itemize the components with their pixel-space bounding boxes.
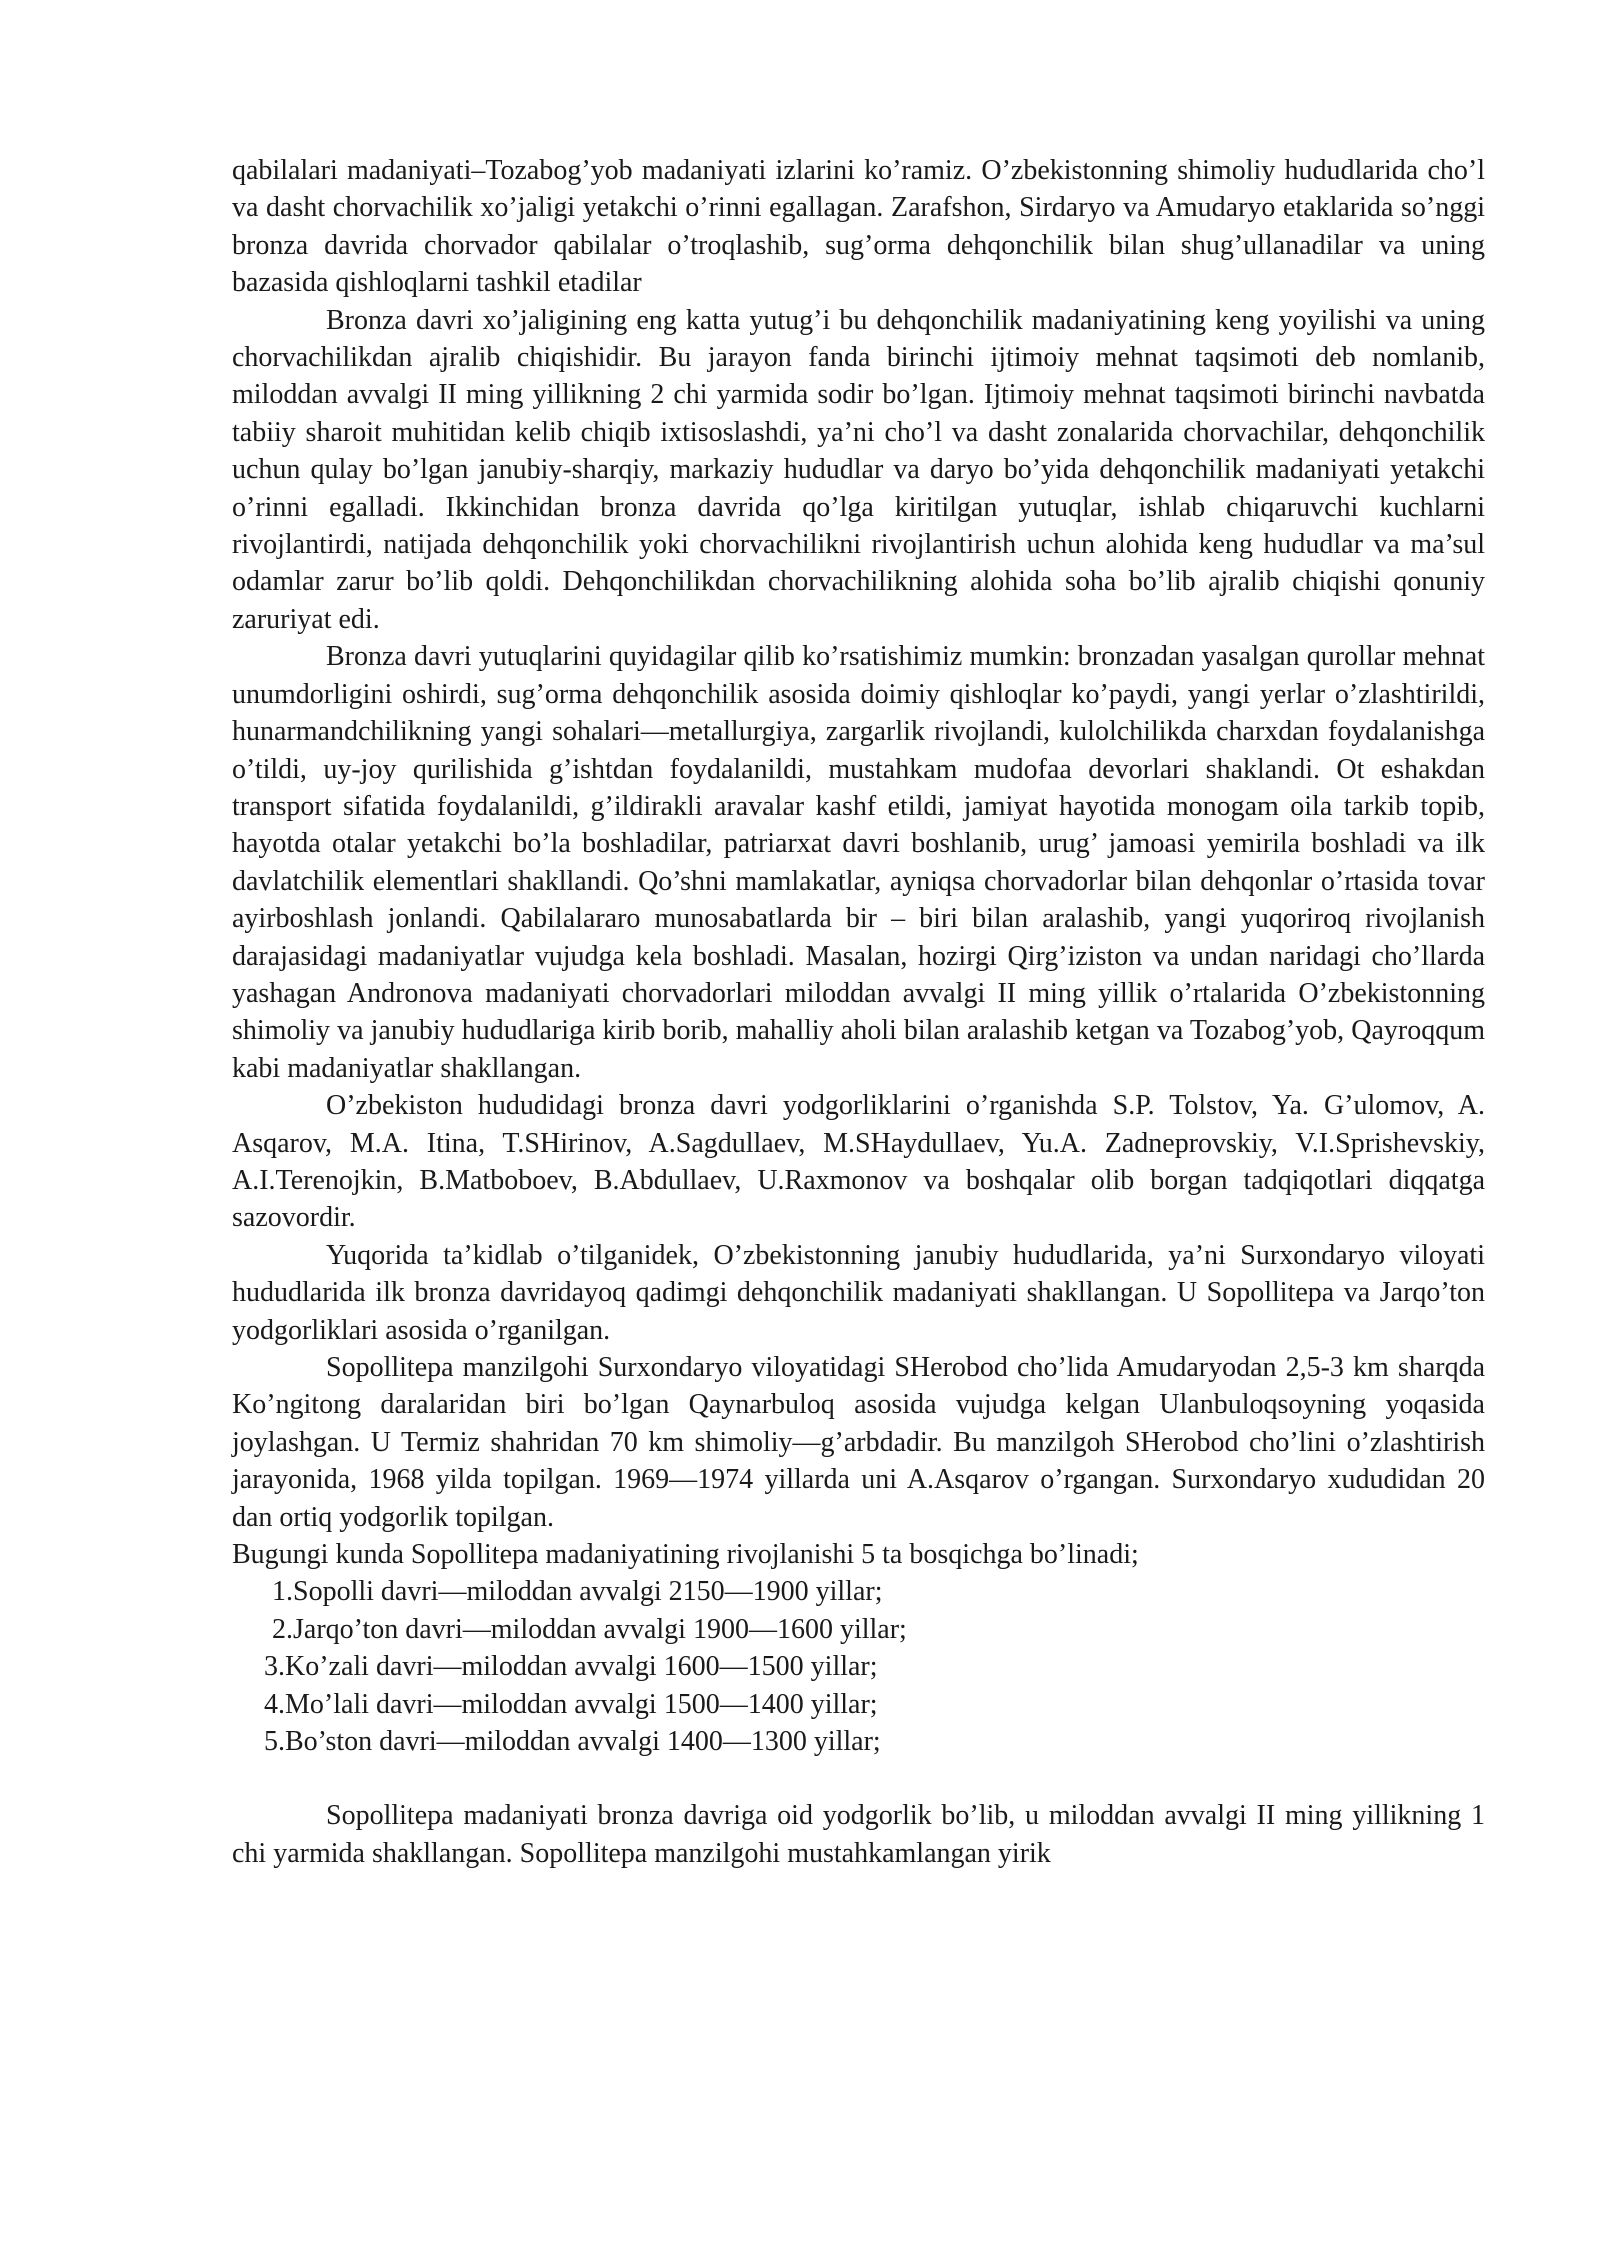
paragraph: Bugungi kunda Sopollitepa madaniyatining rivojlanishi 5 ta bosqichga bo’linadi; xyxy=(232,1539,1139,1571)
list-item: 1.Sopolli davri—miloddan avvalgi 2150—1900 yillar; xyxy=(272,1576,883,1608)
paragraph: Sopollitepa madaniyati bronza davriga oid yodgorlik bo’lib, u miloddan avvalgi II ming yillikning 1 chi yarmida shakllangan. Sopollitepa manzilgohi mustahkamlangan yirik xyxy=(232,1800,1485,1869)
list-item: 5.Bo’ston davri—miloddan avvalgi 1400—1300 yillar; xyxy=(264,1726,881,1758)
list-item: 2.Jarqo’ton davri—miloddan avvalgi 1900—1600 yillar; xyxy=(272,1613,907,1645)
paragraph: Bronza davri xo’jaligining eng katta yutug’i bu dehqonchilik madaniyatining keng yoyilishi va uning chorvachilikdan ajralib chiqishidir. Bu jarayon fanda birinchi ijtimoiy mehnat taqsimoti deb nomlanib, miloddan avvalgi II ming yillikning 2 chi yarmida sodir bo’lgan. Ijtimoiy mehnat taqsimoti birinchi navbatda tabiiy sharoit muhitidan kelib chiqib ixtisoslashdi, ya’ni cho’l va dasht zonalarida chorvachilar, dehqonchilik uchun qulay bo’lgan janubiy-sharqiy, markaziy hududlar va daryo bo’yida dehqonchilik madaniyati yetakchi o’rinni egalladi. Ikkinchidan bronza davrida qo’lga kiritilgan yutuqlar, ishlab chiqaruvchi kuchlarni rivojlantirdi, natijada dehqonchilik yoki chorvachilikni rivojlantirish uchun alohida keng hududlar va ma’sul odamlar zarur bo’lib qoldi. Dehqonchilikdan chorvachilikning alohida soha bo’lib ajralib chiqishi qonuniy zaruriyat edi. xyxy=(232,304,1485,635)
paragraph: Sopollitepa manzilgohi Surxondaryo viloyatidagi SHerobod cho’lida Amudaryodan 2,5-3 km sharqda Ko’ngitong daralaridan biri bo’lgan Qaynarbuloq asosida vujudga kelgan Ulanbuloqsoyning yoqasida joylashgan. U Termiz shahridan 70 km shimoliy—g’arbdadir. Bu manzilgoh SHerobod cho’lini o’zlashtirish jarayonida, 1968 yilda topilgan. 1969—1974 yillarda uni A.Asqarov o’rgangan. Surxondaryo xududidan 20 dan ortiq yodgorlik topilgan. xyxy=(232,1352,1485,1533)
blank-line xyxy=(232,1760,1485,1797)
period-list xyxy=(232,1573,1485,1760)
paragraph: qabilalari madaniyati–Tozabog’yob madaniyati izlarini ko’ramiz. O’zbekistonning shimoliy hududlarida cho’l va dasht chorvachilik xo’jaligi yetakchi o’rinni egallagan. Zarafshon, Sirdaryo va Amudaryo etaklarida so’nggi bronza davrida chorvador qabilalar o’troqlashib, sug’orma dehqonchilik bilan shug’ullanadilar va uning bazasida qishloqlarni tashkil etadilar xyxy=(232,155,1485,299)
paragraph: Bronza davri yutuqlarini quyidagilar qilib ko’rsatishimiz mumkin: bronzadan yasalgan qurollar mehnat unumdorligini oshirdi, sug’orma dehqonchilik asosida doimiy qishloqlar ko’paydi, yangi yerlar o’zlashtirildi, hunarmandchilikning yangi sohalari—metallurgiya, zargarlik rivojlandi, kulolchilikda charxdan foydalanishga o’tildi, uy-joy qurilishida g’ishtdan foydalanildi, mustahkam mudofaa devorlari shaklandi. Ot eshakdan transport sifatida foydalanildi, g’ildirakli aravalar kashf etildi, jamiyat hayotida monogam oila tarkib topib, hayotda otalar yetakchi bo’la boshladilar, patriarxat davri boshlanib, urug’ jamoasi yemirila boshladi va ilk davlatchilik elementlari shakllandi. Qo’shni mamlakatlar, ayniqsa chorvadorlar bilan dehqonlar o’rtasida tovar ayirboshlash jonlandi. Qabilalararo munosabatlarda bir – biri bilan aralashib, yangi yuqoriroq rivojlanish darajasidagi madaniyatlar vujudga kela boshladi. Masalan, hozirgi Qirg’iziston va undan naridagi cho’llarda yashagan Andronova madaniyati chorvadorlari miloddan avvalgi II ming yillik o’rtalarida O’zbekistonning shimoliy va janubiy hududlariga kirib borib, mahalliy aholi bilan aralashib ketgan va Tozabog’yob, Qayroqqum kabi madaniyatlar shakllangan. xyxy=(232,641,1485,1084)
paragraph: O’zbekiston hududidagi bronza davri yodgorliklarini o’rganishda S.P. Tolstov, Ya. G’ulomov, A. Asqarov, M.A. Itina, T.SHirinov, A.Sagdullaev, M.SHaydullaev, Yu.A. Zadneprovskiy, V.I.Sprishevskiy, A.I.Terenojkin, B.Matboboev, B.Abdullaev, U.Raxmonov va boshqalar olib borgan tadqiqotlari diqqatga sazovordir. xyxy=(232,1090,1485,1234)
document-page xyxy=(232,152,1485,1872)
list-item: 4.Mo’lali davri—miloddan avvalgi 1500—1400 yillar; xyxy=(264,1688,878,1720)
paragraph: Yuqorida ta’kidlab o’tilganidek, O’zbekistonning janubiy hududlarida, ya’ni Surxondaryo viloyati hududlarida ilk bronza davridayoq qadimgi dehqonchilik madaniyati shakllangan. U Sopollitepa va Jarqo’ton yodgorliklari asosida o’rganilgan. xyxy=(232,1239,1485,1346)
list-item: 3.Ko’zali davri—miloddan avvalgi 1600—1500 yillar; xyxy=(264,1651,878,1683)
